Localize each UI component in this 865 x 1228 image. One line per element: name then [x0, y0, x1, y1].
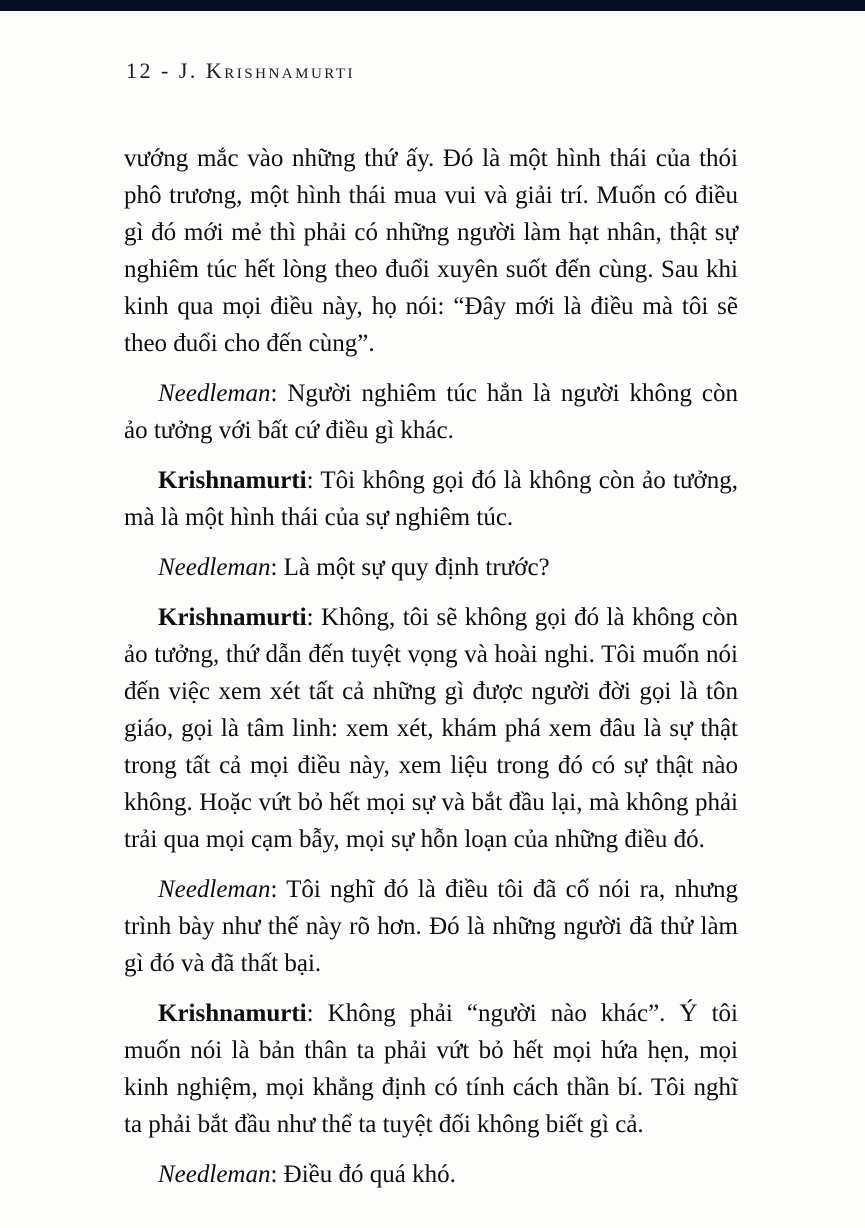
- running-header: 12 - J. Krishnamurti: [126, 58, 356, 83]
- speaker-name-krishnamurti: Krishnamurti: [158, 467, 307, 494]
- paragraph-text: : Điều đó quá khó.: [270, 1161, 456, 1188]
- dialogue-paragraph: [124, 995, 738, 1143]
- paragraph-text: : Tôi nghĩ đó là điều tôi đã cố nói ra, nhưng trình bày như thế này rõ hơn. Đó là những người đã thử làm gì đó và đã thất bại.: [124, 876, 738, 977]
- paragraph-text: vướng mắc vào những thứ ấy. Đó là một hình thái của thói phô trương, một hình thái mua vui và giải trí. Muốn có điều gì đó mới mẻ thì phải có những người làm hạt nhân, thật sự nghiêm túc hết lòng theo đuổi xuyên suốt đến cùng. Sau khi kinh qua mọi điều này, họ nói: “Đây mới là điều mà tôi sẽ theo đuổi cho đến cùng”.: [124, 145, 738, 357]
- speaker-name-needleman: Needleman: [158, 876, 271, 903]
- paragraph-text: : Người nghiêm túc hẳn là người không còn ảo tưởng với bất cứ điều gì khác.: [124, 380, 738, 444]
- speaker-name-needleman: Needleman: [158, 1161, 271, 1188]
- speaker-name-needleman: Needleman: [158, 554, 271, 581]
- speaker-name-krishnamurti: Krishnamurti: [158, 604, 307, 631]
- paragraph-text: : Không, tôi sẽ không gọi đó là không còn ảo tưởng, thứ dẫn đến tuyệt vọng và hoài nghi. Tôi muốn nói đến việc xem xét tất cả những gì được người đời gọi là tôn giáo, gọi là tâm linh: xem xét, khám phá xem đâu là sự thật trong tất cả mọi điều này, xem liệu trong đó có sự thật nào không. Hoặc vứt bỏ hết mọi sự và bắt đầu lại, mà không phải trải qua mọi cạm bẫy, mọi sự hỗn loạn của những điều đó.: [124, 604, 738, 853]
- dialogue-paragraph: [124, 1156, 738, 1193]
- page-text: [124, 140, 738, 1206]
- top-bar: [0, 0, 865, 11]
- dialogue-paragraph: [124, 871, 738, 982]
- dialogue-paragraph: [124, 375, 738, 449]
- body-paragraph: [124, 140, 738, 362]
- dialogue-paragraph: [124, 599, 738, 858]
- speaker-name-needleman: Needleman: [158, 380, 271, 407]
- dialogue-paragraph: [124, 549, 738, 586]
- speaker-name-krishnamurti: Krishnamurti: [158, 1000, 307, 1027]
- paragraph-text: : Không phải “người nào khác”. Ý tôi muốn nói là bản thân ta phải vứt bỏ hết mọi hứa hẹn, mọi kinh nghiệm, mọi khẳng định có tính cách thần bí. Tôi nghĩ ta phải bắt đầu như thể ta tuyệt đối không biết gì cả.: [124, 1000, 738, 1138]
- dialogue-paragraph: [124, 462, 738, 536]
- paragraph-text: : Là một sự quy định trước?: [270, 554, 550, 581]
- paragraph-text: : Tôi không gọi đó là không còn ảo tưởng, mà là một hình thái của sự nghiêm túc.: [124, 467, 738, 531]
